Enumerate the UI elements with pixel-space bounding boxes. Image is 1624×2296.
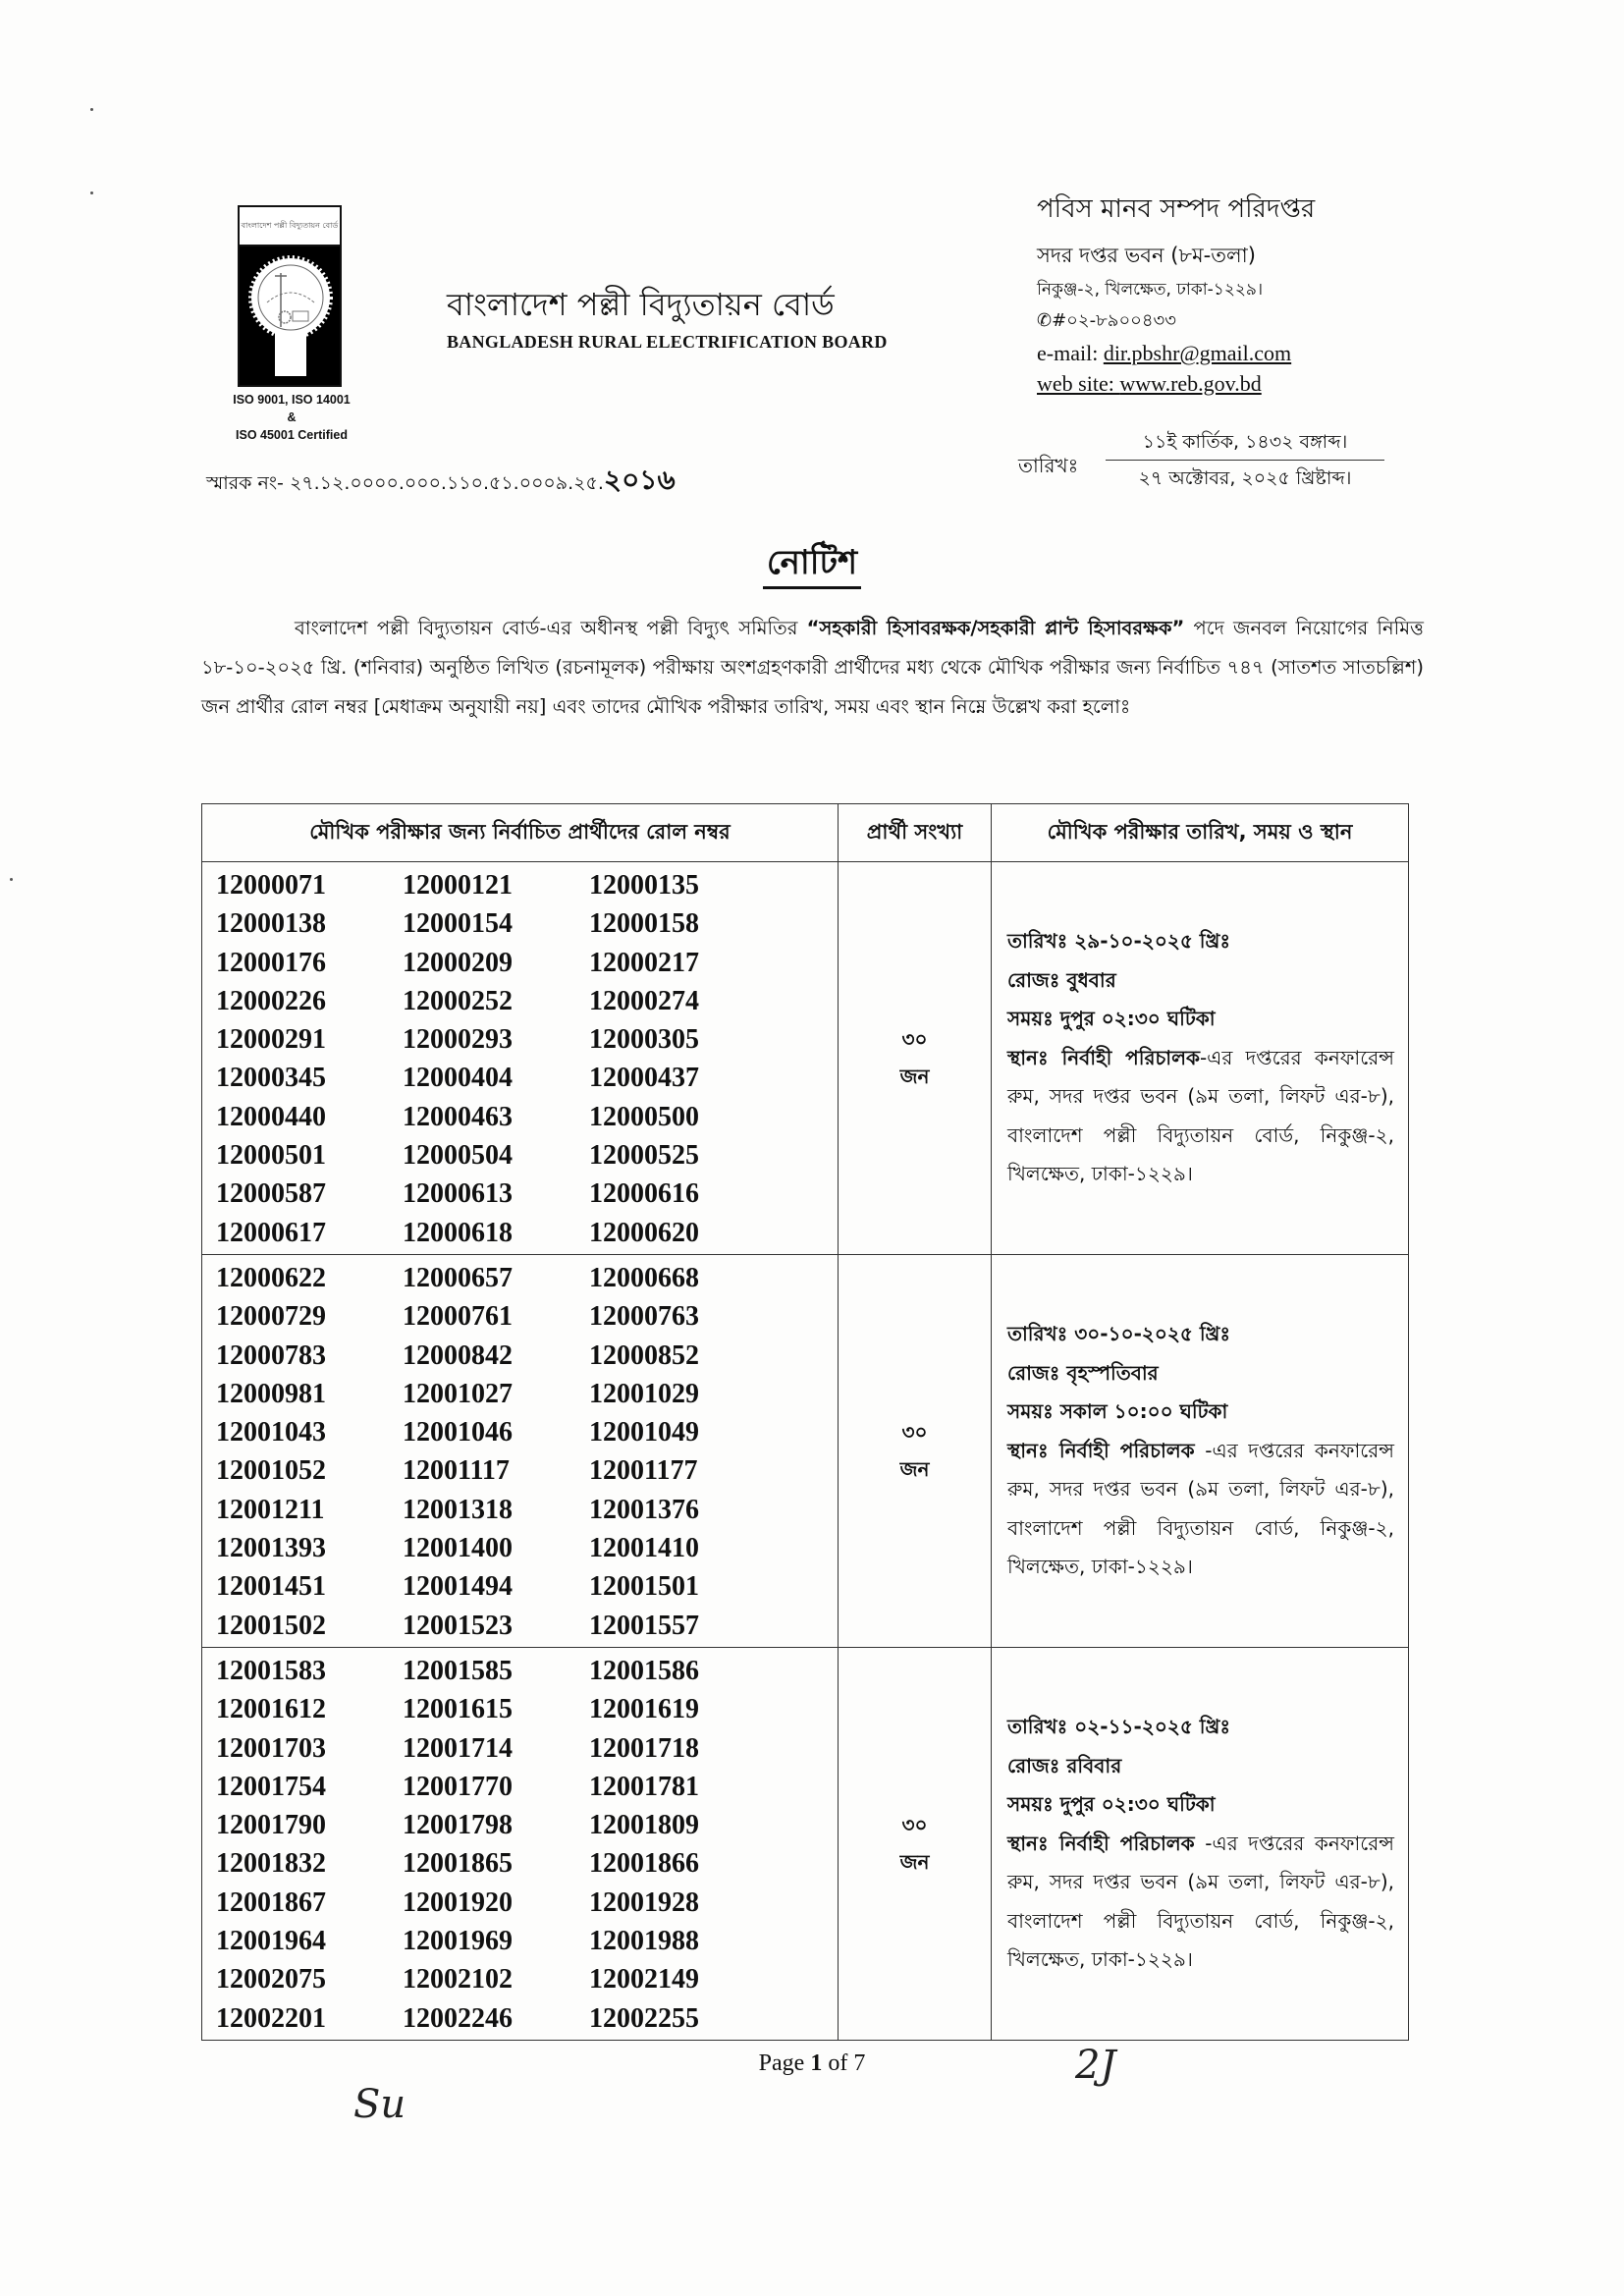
roll-number: 12000620 — [589, 1217, 699, 1248]
phone-number: ✆#০২-৮৯০০৪৩৩ — [1037, 310, 1176, 331]
exam-date: তারিখঃ ০২-১১-২০২৫ খ্রিঃ — [1007, 1715, 1231, 1739]
roll-number: 12001523 — [403, 1610, 513, 1641]
iso-certification: ISO 9001, ISO 14001 & ISO 45001 Certified — [233, 393, 351, 442]
candidate-count-cell: ৩০ জন — [839, 1647, 992, 2040]
roll-number: 12001557 — [589, 1610, 699, 1641]
roll-number: 12000622 — [216, 1262, 326, 1293]
candidate-count-cell: ৩০ জন — [839, 862, 992, 1255]
roll-number: 12001318 — [403, 1494, 513, 1525]
roll-number: 12001615 — [403, 1694, 513, 1725]
roll-number: 12000500 — [589, 1101, 699, 1132]
exam-date: তারিখঃ ৩০-১০-২০২৫ খ্রিঃ — [1007, 1322, 1231, 1346]
roll-number: 12001865 — [403, 1848, 513, 1880]
roll-number: 12000209 — [403, 947, 513, 978]
roll-number: 12001400 — [403, 1533, 513, 1564]
address-line-2: নিকুঞ্জ-২, খিলক্ষেত, ঢাকা-১২২৯। — [1037, 280, 1264, 300]
memo-number: স্মারক নং- ২৭.১২.০০০০.০০০.১১০.৫১.০০০৯.২৫.২০১৬ — [206, 464, 676, 496]
roll-number-list — [216, 1652, 828, 2038]
scan-speck — [90, 191, 93, 194]
roll-number: 12000657 — [403, 1262, 513, 1293]
roll-number: 12001117 — [403, 1455, 510, 1487]
roll-number: 12001718 — [589, 1732, 699, 1764]
roll-number: 12000345 — [216, 1063, 326, 1094]
exam-venue: স্থানঃ নির্বাহী পরিচালক -এর দপ্তরের কনফারেন্স রুম, সদর দপ্তর ভবন (৯ম তলা, লিফট এর-৮), বাংলাদেশ পল্লী বিদ্যুতায়ন বোর্ড, নিকুঞ্জ-২, খিলক্ষেত, ঢাকা-১২২৯। — [1007, 1438, 1395, 1579]
roll-number: 12001714 — [403, 1732, 513, 1764]
roll-number: 12000613 — [403, 1178, 513, 1210]
roll-number: 12000617 — [216, 1217, 326, 1248]
roll-number-list — [216, 866, 828, 1252]
roll-number: 12000981 — [216, 1378, 326, 1409]
roll-number: 12001809 — [589, 1810, 699, 1841]
exam-time: সময়ঃ দুপুর ০২:৩০ ঘটিকা — [1007, 1792, 1216, 1817]
roll-number: 12000668 — [589, 1262, 699, 1293]
notice-intro-paragraph: বাংলাদেশ পল্লী বিদ্যুতায়ন বোর্ড-এর অধীনস্থ পল্লী বিদ্যুৎ সমিতির “সহকারী হিসাবরক্ষক/সহকারী প্লান্ট হিসাবরক্ষক” পদে জনবল নিয়োগের নিমিত্ত ১৮-১০-২০২৫ খ্রি. (শনিবার) অনুষ্ঠিত লিখিত (রচনামূলক) পরীক্ষায় অংশগ্রহণকারী প্রার্থীদের মধ্য থেকে মৌখিক পরীক্ষার জন্য নির্বাচিত ৭৪৭ (সাতশত সাতচল্লিশ) জন প্রার্থীর রোল নম্বর [মেধাক্রম অনুযায়ী নয়] এবং তাদের মৌখিক পরীক্ষার তারিখ, সময় এবং স্থান নিম্নে উল্লেখ করা হলোঃ — [201, 617, 1424, 718]
roll-number: 12000217 — [589, 947, 699, 978]
roll-number: 12001754 — [216, 1771, 326, 1802]
roll-number: 12000404 — [403, 1063, 513, 1094]
roll-number: 12002149 — [589, 1964, 699, 1995]
roll-number: 12001969 — [403, 1926, 513, 1957]
roll-number: 12001585 — [403, 1655, 513, 1686]
roll-number: 12001790 — [216, 1810, 326, 1841]
roll-number: 12001612 — [216, 1694, 326, 1725]
roll-number: 12000852 — [589, 1339, 699, 1371]
roll-number: 12001410 — [589, 1533, 699, 1564]
roll-number: 12000274 — [589, 985, 699, 1016]
roll-number: 12000121 — [403, 870, 513, 901]
roll-number: 12001043 — [216, 1417, 326, 1449]
schedule-cell — [992, 862, 1409, 1255]
roll-number: 12000135 — [589, 870, 699, 901]
roll-number: 12001177 — [589, 1455, 698, 1487]
roll-number: 12000252 — [403, 985, 513, 1016]
roll-numbers-cell — [202, 862, 839, 1255]
roll-number: 12001211 — [216, 1494, 325, 1525]
roll-number: 12001781 — [589, 1771, 699, 1802]
table-row — [202, 1254, 1409, 1647]
roll-number: 12001703 — [216, 1732, 326, 1764]
roll-number: 12001619 — [589, 1694, 699, 1725]
exam-day: রোজঃ বুধবার — [1007, 967, 1116, 992]
roll-number: 12000761 — [403, 1301, 513, 1333]
roll-number: 12001920 — [403, 1886, 513, 1918]
roll-number: 12001376 — [589, 1494, 699, 1525]
roll-number: 12000616 — [589, 1178, 699, 1210]
date-bangla: ১১ই কার্তিক, ১৪৩২ বঙ্গাব্দ। — [1106, 428, 1384, 461]
exam-day: রোজঃ রবিবার — [1007, 1753, 1122, 1777]
roll-numbers-cell — [202, 1254, 839, 1647]
header-roll-numbers: মৌখিক পরীক্ষার জন্য নির্বাচিত প্রার্থীদের রোল নম্বর — [202, 804, 839, 862]
website-link[interactable]: www.reb.gov.bd — [1119, 371, 1262, 396]
email-line: e-mail: dir.pbshr@gmail.com — [1037, 341, 1292, 365]
signature-initials-right: 2J — [1075, 2043, 1116, 2088]
roll-number-list — [216, 1259, 828, 1645]
roll-number: 12000783 — [216, 1339, 326, 1371]
exam-time: সময়ঃ সকাল ১০:০০ ঘটিকা — [1007, 1399, 1228, 1424]
roll-number: 12001770 — [403, 1771, 513, 1802]
page-number: Page 1 of 7 — [758, 2050, 866, 2076]
handwritten-memo-suffix: ২০১৬ — [603, 464, 676, 496]
roll-number: 12000437 — [589, 1063, 699, 1094]
exam-venue: স্থানঃ নির্বাহী পরিচালক -এর দপ্তরের কনফারেন্স রুম, সদর দপ্তর ভবন (৯ম তলা, লিফট এর-৮), বাংলাদেশ পল্লী বিদ্যুতায়ন বোর্ড, নিকুঞ্জ-২, খিলক্ষেত, ঢাকা-১২২৯। — [1007, 1831, 1395, 1972]
scan-speck — [10, 878, 13, 881]
candidate-count-cell: ৩০ জন — [839, 1254, 992, 1647]
signature-initials-left: Su — [353, 2082, 406, 2127]
address-line-1: সদর দপ্তর ভবন (৮ম-তলা) — [1037, 244, 1256, 267]
schedule-cell — [992, 1254, 1409, 1647]
table-row — [202, 862, 1409, 1255]
viva-schedule-table — [201, 803, 1409, 2041]
roll-number: 12001451 — [216, 1571, 326, 1603]
roll-number: 12000293 — [403, 1024, 513, 1056]
roll-number: 12000158 — [589, 908, 699, 940]
roll-number: 12000291 — [216, 1024, 326, 1056]
roll-number: 12001494 — [403, 1571, 513, 1603]
roll-number: 12000501 — [216, 1140, 326, 1172]
roll-number: 12001501 — [589, 1571, 699, 1603]
org-name-bangla: বাংলাদেশ পল্লী বিদ্যুতায়ন বোর্ড — [447, 286, 835, 323]
notice-title: নোটিশ — [0, 537, 1624, 593]
roll-number: 12001866 — [589, 1848, 699, 1880]
roll-number: 12001583 — [216, 1655, 326, 1686]
roll-number: 12000587 — [216, 1178, 326, 1210]
header-candidate-count: প্রার্থী সংখ্যা — [839, 804, 992, 862]
email-link[interactable]: dir.pbshr@gmail.com — [1103, 341, 1292, 365]
roll-number: 12001964 — [216, 1926, 326, 1957]
roll-number: 12001867 — [216, 1886, 326, 1918]
org-name-english: BANGLADESH RURAL ELECTRIFICATION BOARD — [447, 332, 888, 352]
roll-number: 12000138 — [216, 908, 326, 940]
roll-number: 12000305 — [589, 1024, 699, 1056]
roll-number: 12000842 — [403, 1339, 513, 1371]
roll-number: 12000071 — [216, 870, 326, 901]
roll-number: 12000226 — [216, 985, 326, 1016]
roll-number: 12001586 — [589, 1655, 699, 1686]
exam-venue: স্থানঃ নির্বাহী পরিচালক-এর দপ্তরের কনফারেন্স রুম, সদর দপ্তর ভবন (৯ম তলা, লিফট এর-৮), বাংলাদেশ পল্লী বিদ্যুতায়ন বোর্ড, নিকুঞ্জ-২, খিলক্ষেত, ঢাকা-১২২৯। — [1007, 1045, 1395, 1186]
lightbulb-gear-logo-icon — [245, 248, 336, 384]
logo-banner-text: বাংলাদেশ পল্লী বিদ্যুতায়ন বোর্ড — [240, 207, 340, 246]
roll-number: 12000463 — [403, 1101, 513, 1132]
date-block — [1106, 428, 1384, 492]
table-header-row — [202, 804, 1409, 862]
phone-icon: ✆ — [1037, 310, 1053, 331]
table-row — [202, 1647, 1409, 2040]
roll-numbers-cell — [202, 1647, 839, 2040]
roll-number: 12000525 — [589, 1140, 699, 1172]
roll-number: 12001046 — [403, 1417, 513, 1449]
roll-number: 12000763 — [589, 1301, 699, 1333]
roll-number: 12001029 — [589, 1378, 699, 1409]
roll-number: 12002246 — [403, 2002, 513, 2034]
roll-number: 12000618 — [403, 1217, 513, 1248]
schedule-cell — [992, 1647, 1409, 2040]
roll-number: 12002102 — [403, 1964, 513, 1995]
roll-number: 12001928 — [589, 1886, 699, 1918]
roll-number: 12002075 — [216, 1964, 326, 1995]
roll-number: 12000729 — [216, 1301, 326, 1333]
roll-number: 12001393 — [216, 1533, 326, 1564]
roll-number: 12002255 — [589, 2002, 699, 2034]
date-label: তারিখঃ — [1018, 454, 1079, 477]
roll-number: 12001052 — [216, 1455, 326, 1487]
website-line: web site: www.reb.gov.bd — [1037, 371, 1262, 396]
scan-speck — [90, 108, 93, 111]
department-name: পবিস মানব সম্পদ পরিদপ্তর — [1037, 194, 1316, 224]
exam-day: রোজঃ বৃহস্পতিবার — [1007, 1360, 1159, 1385]
roll-number: 12000154 — [403, 908, 513, 940]
post-name: “সহকারী হিসাবরক্ষক/সহকারী প্লান্ট হিসাবরক্ষক” — [806, 617, 1185, 639]
roll-number: 12000176 — [216, 947, 326, 978]
roll-number: 12000504 — [403, 1140, 513, 1172]
exam-time: সময়ঃ দুপুর ০২:৩০ ঘটিকা — [1007, 1007, 1216, 1031]
roll-number: 12001027 — [403, 1378, 513, 1409]
roll-number: 12002201 — [216, 2002, 326, 2034]
header-date-time-venue: মৌখিক পরীক্ষার তারিখ, সময় ও স্থান — [992, 804, 1409, 862]
reb-logo — [238, 205, 342, 387]
roll-number: 12001798 — [403, 1810, 513, 1841]
roll-number: 12001832 — [216, 1848, 326, 1880]
exam-date: তারিখঃ ২৯-১০-২০২৫ খ্রিঃ — [1007, 929, 1231, 954]
roll-number: 12000440 — [216, 1101, 326, 1132]
roll-number: 12001049 — [589, 1417, 699, 1449]
roll-number: 12001988 — [589, 1926, 699, 1957]
date-gregorian: ২৭ অক্টোবর, ২০২৫ খ্রিষ্টাব্দ। — [1138, 467, 1352, 489]
roll-number: 12001502 — [216, 1610, 326, 1641]
